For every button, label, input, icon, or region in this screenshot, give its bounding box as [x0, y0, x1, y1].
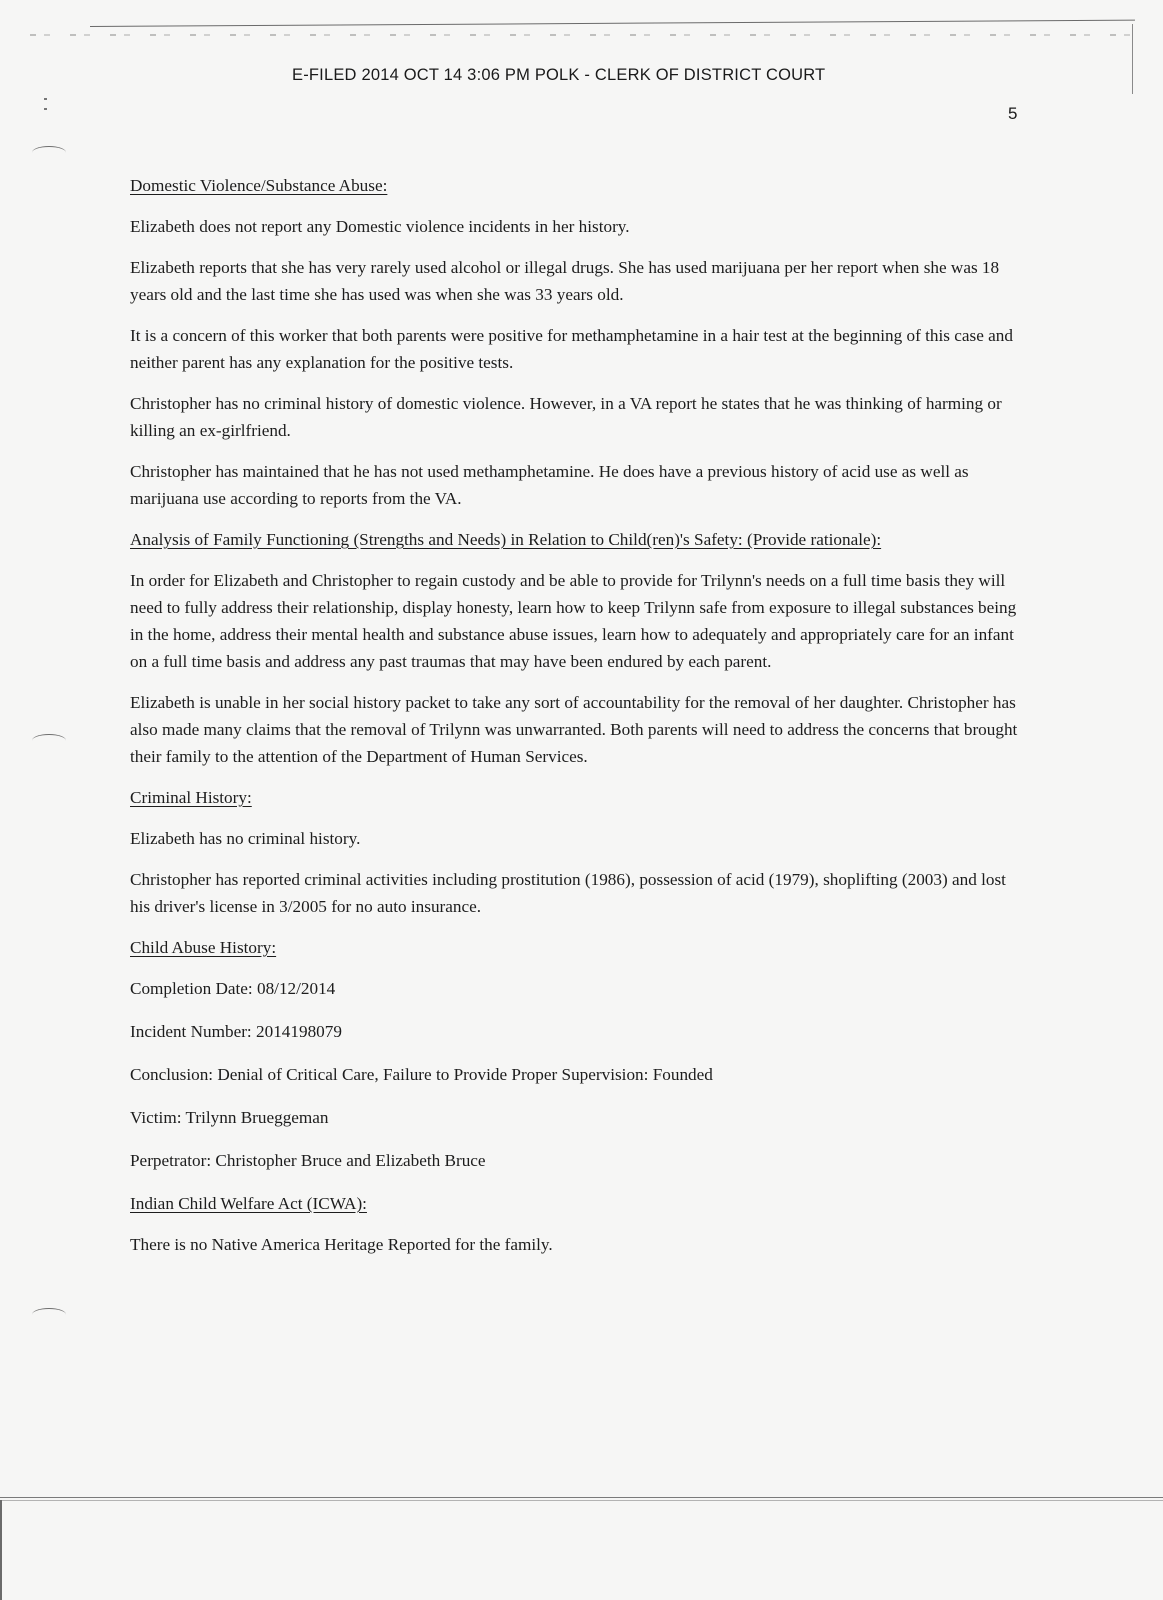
scan-artifact-bottom-line [0, 1500, 1163, 1501]
section-heading: Indian Child Welfare Act (ICWA): [130, 1194, 367, 1213]
efiled-header: E-FILED 2014 OCT 14 3:06 PM POLK - CLERK OF DISTRICT COURT [292, 66, 826, 84]
hole-punch-mark [32, 146, 66, 159]
paragraph: Christopher has no criminal history of domestic violence. However, in a VA report he states that he was thinking of harming or killing an ex-girlfriend. [130, 394, 1002, 440]
paragraph: It is a concern of this worker that both parents were positive for methamphetamine in a hair test at the beginning of this case and neither parent has any explanation for the positive tests. [130, 326, 1013, 372]
hole-punch-mark [32, 1308, 66, 1321]
paragraph: In order for Elizabeth and Christopher to regain custody and be able to provide for Trilynn's needs on a full time basis they will need to fully address their relationship, display honesty, learn how to keep Trilynn safe from exposure to illegal substances being in the home, address their mental health and substance abuse issues, learn how to adequately and appropriately care for an infant on a full time basis and address any past traumas that may have been endured by each parent. [130, 571, 1017, 671]
section-icwa [130, 1190, 1030, 1258]
scan-artifact-bottom-line [0, 1497, 1163, 1498]
section-criminal-history [130, 784, 1030, 920]
paragraph: Elizabeth does not report any Domestic violence incidents in her history. [130, 217, 630, 236]
section-heading: Criminal History: [130, 788, 252, 807]
section-child-abuse-history [130, 934, 1030, 1174]
paragraph: There is no Native America Heritage Reported for the family. [130, 1235, 553, 1254]
hole-punch-mark [32, 734, 66, 747]
conclusion: Conclusion: Denial of Critical Care, Failure to Provide Proper Supervision: Founded [130, 1065, 713, 1084]
paragraph: Christopher has maintained that he has not used methamphetamine. He does have a previous history of acid use as well as marijuana use according to reports from the VA. [130, 462, 969, 508]
section-family-analysis [130, 526, 1030, 770]
paragraph: Christopher has reported criminal activities including prostitution (1986), possession of acid (1979), shoplifting (2003) and lost his driver's license in 3/2005 for no auto insurance. [130, 870, 1006, 916]
document-body [130, 172, 1030, 1272]
victim: Victim: Trilynn Brueggeman [130, 1108, 329, 1127]
scan-artifact-left-edge [0, 1500, 2, 1600]
paragraph: Elizabeth has no criminal history. [130, 829, 361, 848]
paragraph: Elizabeth reports that she has very rarely used alcohol or illegal drugs. She has used marijuana per her report when she was 18 years old and the last time she has used was when she was 33 years old. [130, 258, 1000, 304]
section-heading: Child Abuse History: [130, 938, 277, 957]
section-heading: Domestic Violence/Substance Abuse: [130, 176, 388, 195]
section-domestic-violence [130, 172, 1030, 512]
scan-artifact-top-dash [30, 34, 1130, 36]
scan-artifact-tick [44, 108, 47, 110]
scan-artifact-right-edge [1132, 24, 1133, 94]
page-number: 5 [1008, 104, 1018, 123]
paragraph: Elizabeth is unable in her social history packet to take any sort of accountability for the removal of her daughter. Christopher has also made many claims that the removal of Trilynn was unwarranted. Both parents will need to address the concerns that brought their family to the attention of the Department of Human Services. [130, 693, 1018, 766]
perpetrator: Perpetrator: Christopher Bruce and Elizabeth Bruce [130, 1151, 486, 1170]
scan-artifact-top-line [90, 20, 1135, 27]
incident-number: Incident Number: 2014198079 [130, 1022, 342, 1041]
completion-date: Completion Date: 08/12/2014 [130, 979, 336, 998]
scan-artifact-tick [44, 98, 47, 100]
section-heading: Analysis of Family Functioning (Strengths and Needs) in Relation to Child(ren)'s Safety: (Provide rationale): [130, 530, 882, 549]
